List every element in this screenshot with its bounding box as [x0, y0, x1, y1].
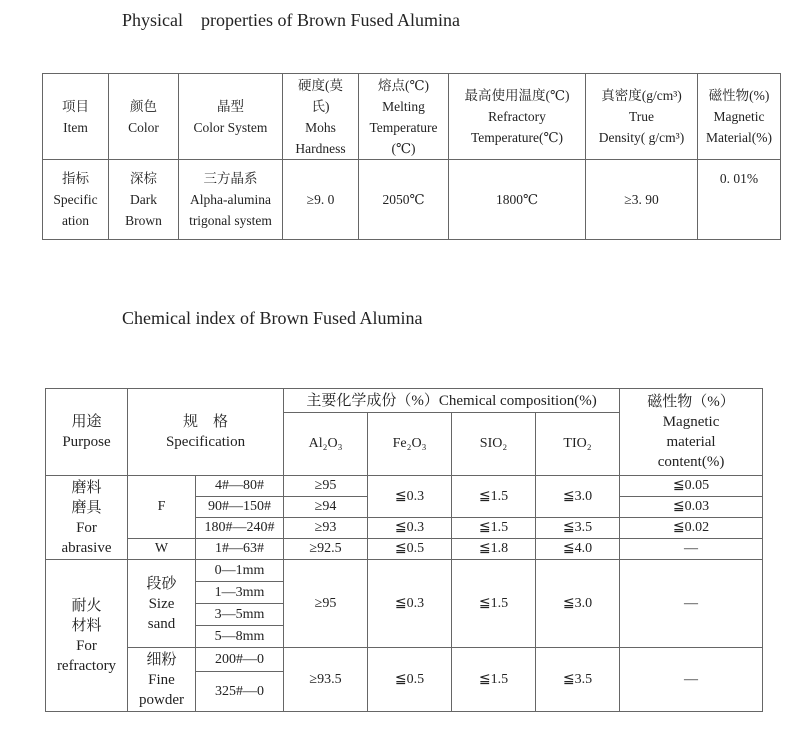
purpose-abrasive: 磨料 磨具 For abrasive: [46, 476, 128, 560]
fe2o3-value: ≦0.5: [368, 539, 452, 560]
magnetic-value: —: [620, 648, 763, 712]
header-color-system: 晶型 Color System: [179, 74, 283, 160]
al2o3-value: ≥95: [284, 476, 368, 497]
tio2-value: ≦3.0: [536, 560, 620, 648]
value-melting-temperature: 2050℃: [359, 160, 449, 240]
header-purpose: 用途 Purpose: [46, 389, 128, 476]
fe2o3-value: ≦0.3: [368, 476, 452, 518]
sio2-value: ≦1.8: [452, 539, 536, 560]
row-label-specification: 指标 Specific ation: [43, 160, 109, 240]
spec-value: 0—1mm: [196, 560, 284, 582]
spec-value: 90#—150#: [196, 497, 284, 518]
spec-group-w: W: [128, 539, 196, 560]
value-true-density: ≥3. 90: [586, 160, 698, 240]
physical-header-row: [43, 74, 781, 160]
spec-value: 1—3mm: [196, 582, 284, 604]
table-row: [46, 648, 763, 672]
al2o3-value: ≥93: [284, 518, 368, 539]
header-tio2: TIO₂: [536, 413, 620, 476]
magnetic-value: —: [620, 539, 763, 560]
magnetic-value: ≦0.05: [620, 476, 763, 497]
value-color-system: 三方晶系 Alpha-alumina trigonal system: [179, 160, 283, 240]
sio2-value: ≦1.5: [452, 518, 536, 539]
fe2o3-value: ≦0.3: [368, 560, 452, 648]
al2o3-value: ≥92.5: [284, 539, 368, 560]
tio2-value: ≦3.5: [536, 648, 620, 712]
header-item: 项目 Item: [43, 74, 109, 160]
spec-value: 1#—63#: [196, 539, 284, 560]
table-row: [46, 539, 763, 560]
physical-properties-title: Physical properties of Brown Fused Alumina: [122, 10, 460, 30]
spec-group-fine-powder: 细粉 Fine powder: [128, 648, 196, 712]
spec-value: 3—5mm: [196, 604, 284, 626]
value-mohs-hardness: ≥9. 0: [283, 160, 359, 240]
spec-value: 5—8mm: [196, 626, 284, 648]
chemical-index-table: [45, 388, 763, 712]
value-magnetic-material: 0. 01%: [698, 160, 781, 240]
fe2o3-value: ≦0.5: [368, 648, 452, 712]
al2o3-value: ≥94: [284, 497, 368, 518]
header-magnetic-content: 磁性物（%） Magnetic material content(%): [620, 389, 763, 476]
fe2o3-value: ≦0.3: [368, 518, 452, 539]
spec-value: 325#—0: [196, 672, 284, 712]
spec-value: 180#—240#: [196, 518, 284, 539]
header-true-density: 真密度(g/cm³) True Density( g/cm³): [586, 74, 698, 160]
header-refractory-temperature: 最高使用温度(℃) Refractory Temperature(℃): [449, 74, 586, 160]
physical-spec-row: [43, 160, 781, 240]
spec-group-size-sand: 段砂 Size sand: [128, 560, 196, 648]
sio2-value: ≦1.5: [452, 648, 536, 712]
sio2-value: ≦1.5: [452, 560, 536, 648]
physical-properties-table: [42, 73, 781, 240]
header-al2o3: Al₂O₃: [284, 413, 368, 476]
header-melting-temperature: 熔点(℃) Melting Temperature (℃): [359, 74, 449, 160]
header-chemical-composition: 主要化学成份（%）Chemical composition(%): [284, 389, 620, 413]
tio2-value: ≦3.5: [536, 518, 620, 539]
spec-value: 4#—80#: [196, 476, 284, 497]
header-color: 颜色 Color: [109, 74, 179, 160]
value-refractory-temperature: 1800℃: [449, 160, 586, 240]
header-fe2o3: Fe₂O₃: [368, 413, 452, 476]
sio2-value: ≦1.5: [452, 476, 536, 518]
table-row: [46, 560, 763, 582]
header-sio2: SIO₂: [452, 413, 536, 476]
magnetic-value: ≦0.02: [620, 518, 763, 539]
magnetic-value: ≦0.03: [620, 497, 763, 518]
chemical-index-title: Chemical index of Brown Fused Alumina: [122, 308, 423, 328]
purpose-refractory: 耐火 材料 For refractory: [46, 560, 128, 712]
value-color: 深棕 Dark Brown: [109, 160, 179, 240]
table-row: [46, 476, 763, 497]
spec-group-f: F: [128, 476, 196, 539]
magnetic-value: —: [620, 560, 763, 648]
header-specification: 规 格 Specification: [128, 389, 284, 476]
header-mohs-hardness: 硬度(莫 氏) Mohs Hardness: [283, 74, 359, 160]
al2o3-value: ≥93.5: [284, 648, 368, 712]
spec-value: 200#—0: [196, 648, 284, 672]
tio2-value: ≦3.0: [536, 476, 620, 518]
chemical-header-row-1: [46, 389, 763, 413]
tio2-value: ≦4.0: [536, 539, 620, 560]
al2o3-value: ≥95: [284, 560, 368, 648]
header-magnetic-material: 磁性物(%) Magnetic Material(%): [698, 74, 781, 160]
